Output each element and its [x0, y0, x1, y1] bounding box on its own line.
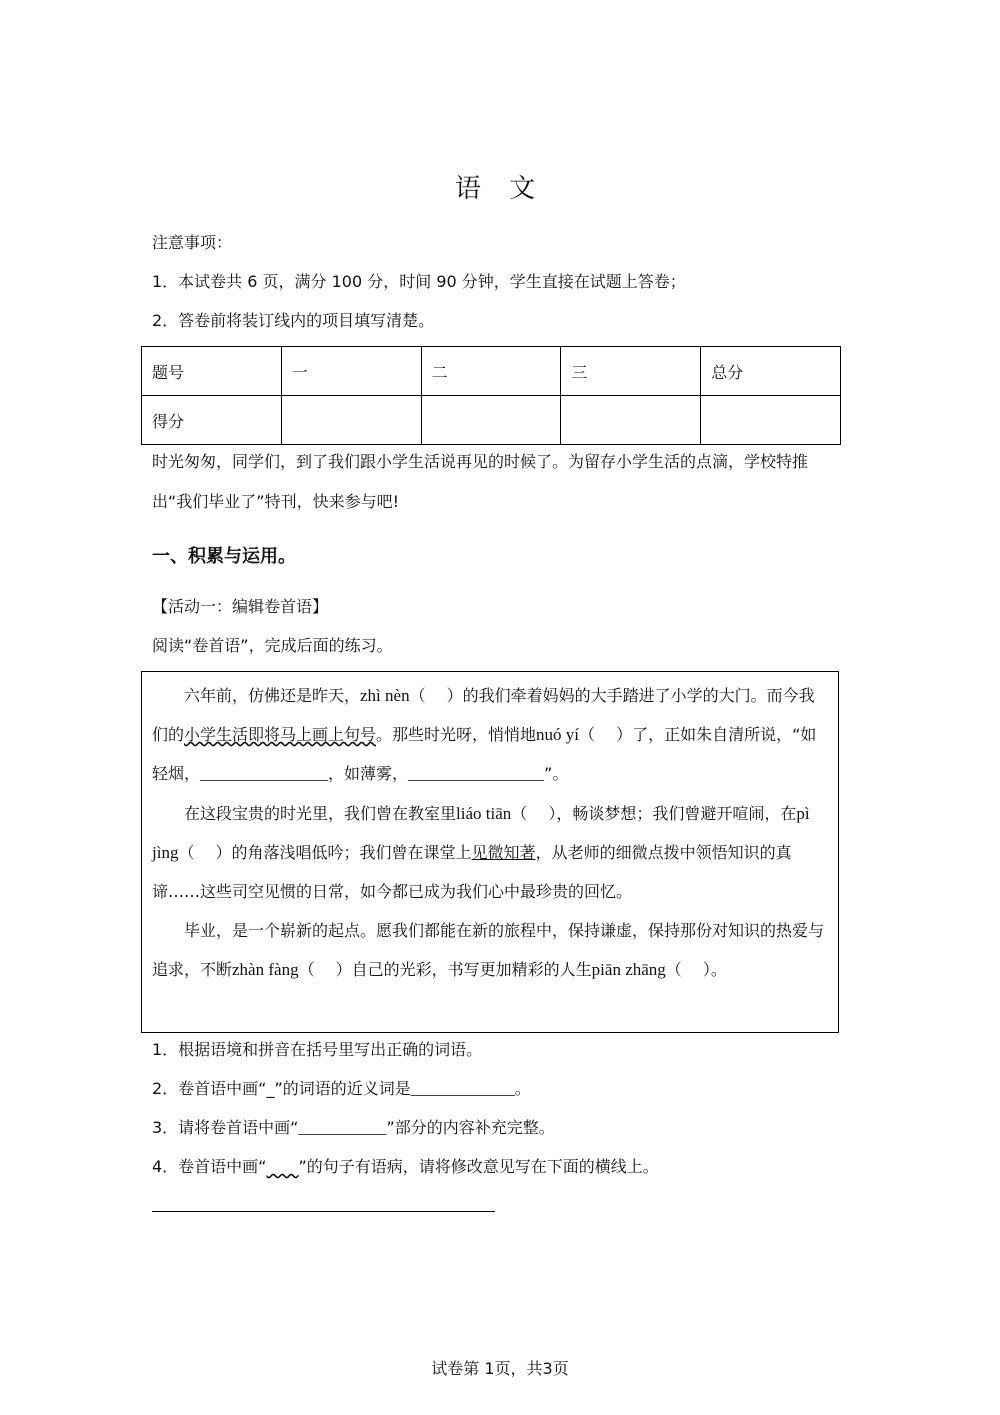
pinyin-prompt: pì jìng: [152, 804, 810, 862]
passage-text-span: 六年前，仿佛还是昨天，: [184, 686, 361, 705]
passage-text-span: （ ）的我们牵着妈妈的大手踏进了小学的大门。而今我们的: [152, 686, 815, 744]
score-cell[interactable]: [281, 396, 421, 445]
passage-text-span: ，从老师的细微点拨中领悟知识的真谛……这些司空见惯的日常，如今都已成为我们心中最珍贵的回忆。: [152, 843, 792, 901]
score-header-cell: 三: [561, 347, 701, 396]
question-text: ”的句子有语病，请将修改意见写在下面的横线上。: [298, 1157, 659, 1176]
question-2: [152, 1079, 842, 1100]
pinyin-prompt: piān zhāng: [591, 960, 666, 979]
fill-blank[interactable]: ________________: [200, 766, 329, 783]
passage-text-span: ”。: [544, 764, 569, 783]
pinyin-prompt: zhàn fàng: [232, 960, 299, 979]
score-header-cell: 总分: [701, 347, 841, 396]
blank-mark: ___________: [298, 1120, 387, 1137]
passage-text-span: （ ），畅谈梦想；我们曾避开喧闹，在: [511, 804, 797, 823]
score-table: [141, 346, 841, 445]
score-header-cell: 一: [281, 347, 421, 396]
question-text: ”的词语的近义词是: [274, 1079, 411, 1098]
question-text: 。: [514, 1079, 531, 1098]
score-cell[interactable]: [421, 396, 561, 445]
fill-blank[interactable]: _________________: [408, 766, 545, 783]
passage-text-span: （ ）的角落浅唱低吟；我们曾在课堂上: [178, 843, 472, 862]
passage-text: [152, 676, 828, 989]
passage-text-span: 在这段宝贵的时光里，我们曾在教室里: [184, 804, 457, 823]
question-text: 2．卷首语中画“: [152, 1079, 267, 1098]
passage-text-span: ，如薄雾，: [328, 764, 409, 783]
score-cell[interactable]: [701, 396, 841, 445]
pinyin-prompt: liáo tiān: [456, 804, 512, 823]
passage-text-span: 。那些时光呀，悄悄地: [376, 725, 537, 744]
answer-line[interactable]: [152, 1211, 495, 1212]
answer-blank[interactable]: _____________: [410, 1081, 515, 1098]
pinyin-prompt: zhì nèn: [360, 686, 410, 705]
underline-mark: _: [266, 1079, 275, 1098]
question-text: 4．卷首语中画“: [152, 1157, 267, 1176]
question-4: [152, 1157, 842, 1177]
activity-instruction: 阅读“卷首语”，完成后面的练习。: [152, 636, 393, 655]
exam-title: 语 文: [454, 174, 546, 204]
question-3: [152, 1118, 842, 1139]
passage-text-span: 毕业，是一个崭新的起点。愿我们都能在新的旅程中，保持谦虚，保持那份对知识的热爱与追求，不断: [152, 921, 825, 979]
underlined-word: 见微知著: [471, 843, 536, 862]
section-title: 一、积累与运用。: [152, 546, 296, 567]
passage-paragraph-1: [152, 676, 828, 794]
table-row: [142, 347, 841, 396]
passage-paragraph-2: [152, 794, 828, 911]
notice-heading: 注意事项：: [152, 233, 233, 252]
pinyin-prompt: nuó yí: [536, 725, 580, 744]
passage-text-span: （ ）。: [665, 960, 727, 979]
question-text: ”部分的内容补充完整。: [386, 1118, 555, 1137]
score-cell[interactable]: [561, 396, 701, 445]
passage-paragraph-3: [152, 911, 828, 989]
notice-item-1: 1．本试卷共 6 页，满分 100 分，时间 90 分钟，学生直接在试题上答卷；: [152, 272, 686, 291]
wavy-underlined-sentence: 小学生活即将马上画上句号: [184, 725, 377, 744]
passage-box: [141, 671, 839, 1033]
question-1: 1．根据语境和拼音在括号里写出正确的词语。: [152, 1040, 483, 1059]
passage-text-span: （ ）自己的光彩，书写更加精彩的人生: [298, 960, 592, 979]
passage-text-span: （ ）了，正如朱自清所说，“如轻烟，: [152, 725, 817, 783]
intro-paragraph: 时光匆匆，同学们，到了我们跟小学生活说再见的时候了。为留存小学生活的点滴，学校特推出“我们毕业了”特刊，快来参与吧!: [152, 452, 809, 511]
question-text: 3．请将卷首语中画“: [152, 1118, 299, 1137]
score-row-label: 得分: [142, 396, 282, 445]
score-header-cell: 题号: [142, 347, 282, 396]
page-footer: 试卷第 1页，共3页: [431, 1359, 569, 1378]
notice-item-2: 2．答卷前将装订线内的项目填写清楚。: [152, 311, 435, 330]
table-row: [142, 396, 841, 445]
activity-heading: 【活动一：编辑卷首语】: [152, 597, 329, 616]
wavy-mark: [266, 1157, 298, 1176]
score-header-cell: 二: [421, 347, 561, 396]
